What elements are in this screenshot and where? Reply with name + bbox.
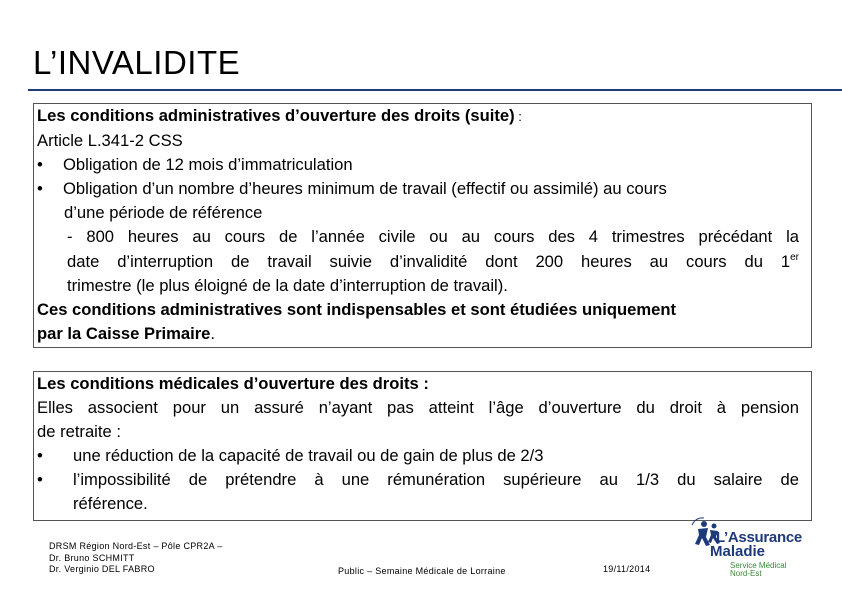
bullet-continuation: référence. bbox=[73, 494, 148, 514]
list-item bbox=[37, 468, 811, 492]
page-title: L’INVALIDITE bbox=[33, 44, 241, 81]
article-reference: Article L.341-2 CSS bbox=[37, 131, 183, 151]
superscript: er bbox=[790, 251, 799, 263]
title-divider bbox=[28, 89, 842, 91]
bullet-text: l’impossibilité de prétendre à une rémunération supérieure au 1/3 du salaire de bbox=[73, 470, 799, 490]
bullet-icon: • bbox=[37, 470, 43, 490]
medical-conditions-box bbox=[33, 371, 812, 521]
footer-event: Public – Semaine Médicale de Lorraine bbox=[338, 566, 506, 576]
logo-subtitle-line1: Service Médical bbox=[730, 561, 787, 570]
sub-item-line: - 800 heures au cours de l’année civile ou au cours des 4 trimestres précédant la bbox=[67, 227, 799, 247]
logo-subtitle bbox=[730, 562, 786, 578]
administrative-conditions-box bbox=[33, 103, 812, 348]
bullet-text: Obligation de 12 mois d’immatriculation bbox=[63, 155, 353, 175]
logo-subtitle-line2: Nord-Est bbox=[730, 569, 762, 578]
sub-item-line: trimestre (le plus éloigné de la date d’interruption de travail). bbox=[67, 275, 508, 295]
bullet-icon: • bbox=[37, 446, 43, 466]
medical-intro-end: de retraite : bbox=[37, 422, 121, 442]
bullet-text: une réduction de la capacité de travail ou de gain de plus de 2/3 bbox=[73, 446, 544, 466]
list-item bbox=[37, 153, 811, 177]
admin-conclusion-end: par la Caisse Primaire bbox=[37, 323, 211, 343]
bullet-icon: • bbox=[37, 179, 43, 199]
footer-date: 19/11/2014 bbox=[603, 564, 651, 574]
period: . bbox=[210, 323, 216, 343]
assurance-maladie-logo bbox=[688, 515, 816, 577]
bullet-text: Obligation d’un nombre d’heures minimum de travail (effectif ou assimilé) au cours bbox=[63, 179, 667, 199]
admin-heading: Les conditions administratives d’ouverture des droits (suite) bbox=[37, 106, 515, 125]
admin-heading-colon: : bbox=[514, 109, 522, 124]
bullet-icon: • bbox=[37, 155, 43, 175]
list-item bbox=[37, 444, 811, 468]
logo-name-line1: L’Assurance bbox=[716, 529, 802, 546]
footer-org-line: Dr. Bruno SCHMITT bbox=[49, 552, 135, 563]
sub-item-text: date d’interruption de travail suivie d’invalidité dont 200 heures au cours du 1 bbox=[67, 251, 791, 271]
footer-org-line: DRSM Région Nord-Est – Pôle CPR2A – bbox=[49, 541, 223, 551]
bullet-continuation: d’une période de référence bbox=[64, 203, 263, 223]
medical-intro: Elles associent pour un assuré n’ayant pas atteint l’âge d’ouverture du droit à pension bbox=[37, 398, 799, 418]
medical-heading: Les conditions médicales d’ouverture des droits : bbox=[37, 374, 429, 393]
sub-item-line bbox=[37, 250, 811, 274]
list-item bbox=[37, 177, 811, 201]
footer-org-line: Dr. Verginio DEL FABRO bbox=[49, 564, 155, 574]
admin-conclusion: Ces conditions administratives sont indispensables et sont étudiées uniquement bbox=[37, 299, 676, 319]
logo-name-line2: Maladie bbox=[710, 543, 766, 560]
footer-organization bbox=[49, 541, 223, 576]
